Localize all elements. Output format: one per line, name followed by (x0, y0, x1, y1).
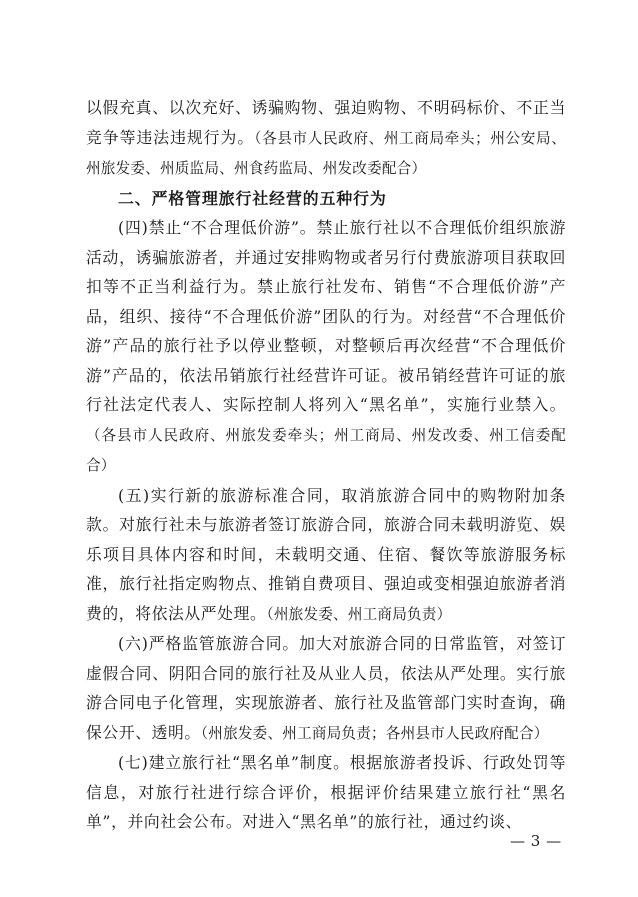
paragraph-intro-main-text: 以假充真、以次充好、诱骗购物、强迫购物、不明码标价、不正当竞争等违法违规行为。 (86, 98, 566, 147)
document-body (86, 93, 566, 837)
paragraph-intro-responsibility-note: （各县市人民政府、州工商局牵头；州公安局、州旅发委、州质监局、州食药监局、州发改委配合） (86, 129, 566, 177)
page-number: — 3 — (510, 832, 562, 850)
paragraph-item-7 (86, 748, 566, 837)
paragraph-item-4-main-text: (四)禁止“不合理低价游”。禁止旅行社以不合理低价组织旅游活动，诱骗旅游者，并通过安排购物或者另行付费旅游项目获取回扣等不正当利益行为。禁止旅行社发布、销售“不合理低价游”产品，组织、接待“不合理低价游”团队的行为。对经营“不合理低价游”产品的旅行社予以停业整顿，对整顿后再次经营“不合理低价游”产品的，依法吊销旅行社经营许可证。被吊销经营许可证的旅行社法定代表人、实际控制人将列入“黑名单”，实施行业禁入。 (86, 218, 566, 414)
paragraph-item-6 (86, 629, 566, 748)
paragraph-item-5 (86, 481, 566, 630)
paragraph-item-5-main-text: (五)实行新的旅游标准合同，取消旅游合同中的购物附加条款。对旅行社未与旅游者签订旅游合同，旅游合同未载明游览、娱乐项目具体内容和时间，未载明交通、住宿、餐饮等旅游服务标准，旅行社指定购物点、推销自费项目、强迫或变相强迫旅游者消费的，将依法从严处理。 (86, 485, 566, 623)
paragraph-item-6-main-text: (六)严格监管旅游合同。加大对旅游合同的日常监管，对签订虚假合同、阴阳合同的旅行社及从业人员，依法从严处理。实行旅游合同电子化管理，实现旅游者、旅行社及监管部门实时查询，确保公开、透明。 (86, 634, 566, 742)
paragraph-item-4-responsibility-note: （各县市人民政府、州旅发委牵头；州工商局、州发改委、州工信委配合） (86, 426, 566, 474)
section-heading-2: 二、严格管理旅行社经营的五种行为 (118, 188, 387, 208)
paragraph-item-5-responsibility-note: （州旅发委、州工商局负责） (266, 605, 452, 623)
paragraph-intro-continuation (86, 93, 566, 184)
paragraph-item-6-responsibility-note: （州旅发委、州工商局负责；各州县市人民政府配合） (200, 724, 549, 742)
paragraph-item-7-main-text: (七)建立旅行社“黑名单”制度。根据旅游者投诉、行政处罚等信息，对旅行社进行综合评价，根据评价结果建立旅行社“黑名单”，并向社会公布。对进入“黑名单”的旅行社，通过约谈、 (86, 753, 566, 831)
paragraph-item-4 (86, 213, 566, 481)
